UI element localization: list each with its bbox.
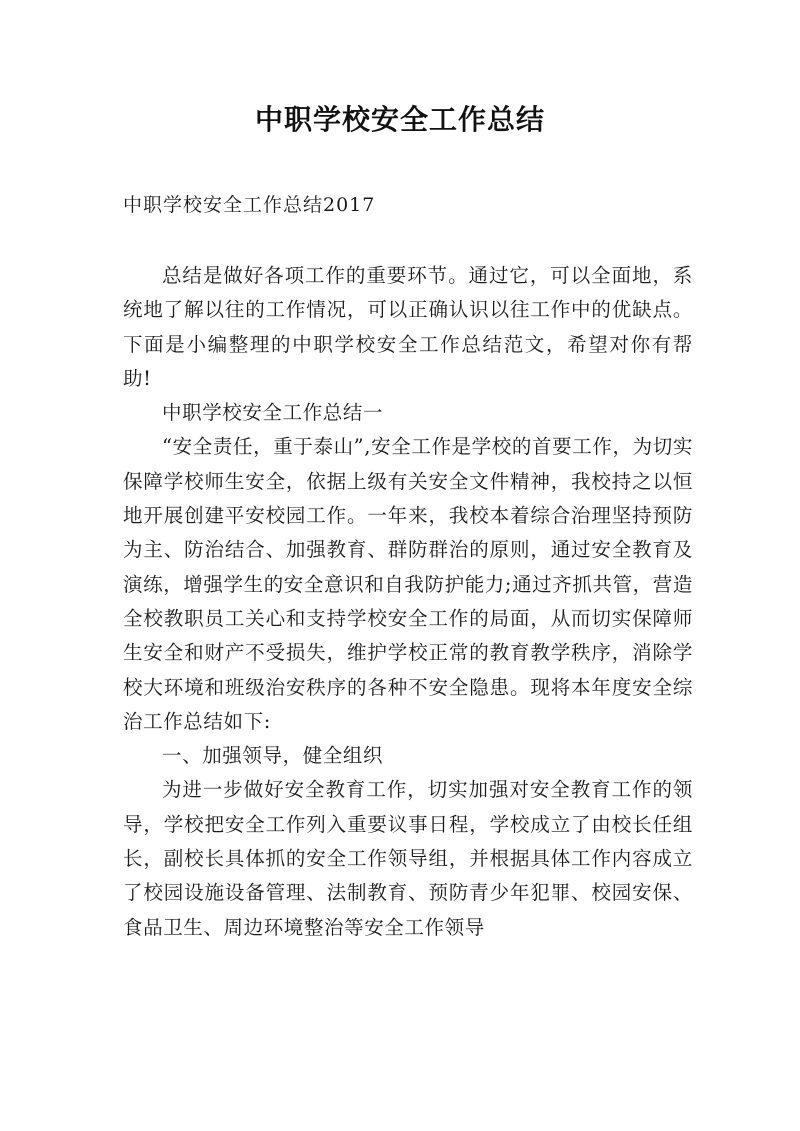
- document-body: [123, 259, 693, 945]
- intro-paragraph: 总结是做好各项工作的重要环节。通过它，可以全面地，系统地了解以往的工作情况，可以正确认识以往工作中的优缺点。下面是小编整理的中职学校安全工作总结范文，希望对你有帮助!: [123, 264, 693, 390]
- body-paragraph-leadership: 为进一步做好安全教育工作，切实加强对安全教育工作的领导，学校把安全工作列入重要议事日程，学校成立了由校长任组长，副校长具体抓的安全工作领导组，并根据具体工作内容成立了校园设施设备管理、法制教育、预防青少年犯罪、校园安保、食品卫生、周边环境整治等安全工作领导: [123, 778, 693, 939]
- document-title: 中职学校安全工作总结: [254, 103, 545, 136]
- document-subtitle: 中职学校安全工作总结2017: [123, 194, 376, 216]
- section-heading-leadership: 一、加强领导，健全组织: [162, 744, 384, 768]
- section-heading-summary-one: 中职学校安全工作总结一: [162, 401, 384, 425]
- body-paragraph-safety-responsibility: “安全责任，重于泰山”,安全工作是学校的首要工作，为切实保障学校师生安全，依据上级有关安全文件精神，我校持之以恒地开展创建平安校园工作。一年来，我校本着综合治理坚持预防为主、防治结合、加强教育、群防群治的原则，通过安全教育及演练，增强学生的安全意识和自我防护能力;通过齐抓共管，营造全校教职员工关心和支持学校安全工作的局面，从而切实保障师生安全和财产不受损失，维护学校正常的教育教学秩序，消除学校大环境和班级治安秩序的各种不安全隐患。现将本年度安全综治工作总结如下:: [123, 435, 693, 733]
